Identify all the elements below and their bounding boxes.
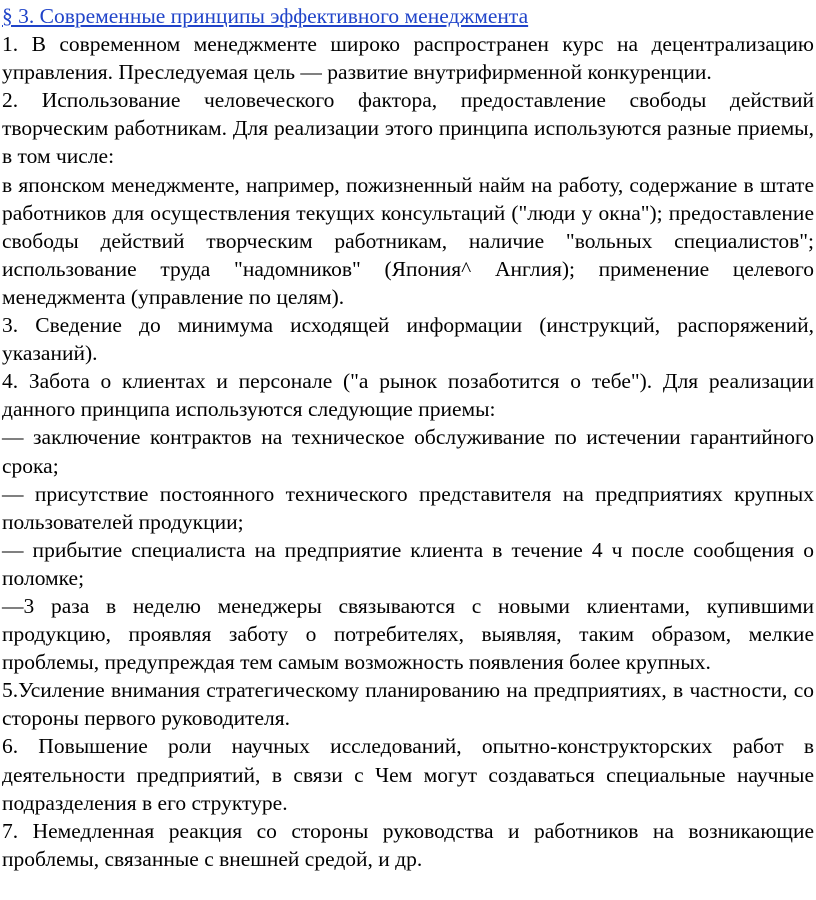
list-item-weekly-contact: —3 раза в неделю менеджеры связываются с новыми клиентами, купившими продукцию, проявляя заботу о потребителях, выявляя, таким образом, мелкие проблемы, предупреждая тем самым возможность появления более крупных. [2,593,814,675]
list-item-specialist-arrival: — прибытие специалиста на предприятие клиента в течение 4 ч после сообщения о поломке; [2,537,814,590]
list-item-representative: — присутствие постоянного технического представителя на предприятиях крупных пользователей продукции; [2,481,814,534]
paragraph-7: 7. Немедленная реакция со стороны руководства и работников на возникающие проблемы, связанные с внешней средой, и др. [2,818,814,871]
paragraph-4: 4. Забота о клиентах и персонале ("а рынок позаботится о тебе"). Для реализации данного принципа используются следующие приемы: [2,369,814,422]
list-item-contracts: — заключение контрактов на техническое обслуживание по истечении гарантийного срока; [2,425,814,478]
paragraph-3: 3. Сведение до минимума исходящей информации (инструкций, распоряжений, указаний). [2,313,814,366]
section-heading-link[interactable]: § 3. Современные принципы эффективного менеджмента [2,4,529,28]
paragraph-5: 5.Усиление внимания стратегическому планированию на предприятиях, в частности, со стороны первого руководителя. [2,678,814,731]
paragraph-2: 2. Использование человеческого фактора, предоставление свободы действий творческим работникам. Для реализации этого принципа используются разные приемы, в том числе: [2,88,814,169]
paragraph-6: 6. Повышение роли научных исследований, опытно-конструкторских работ в деятельности предприятий, в связи с Чем могут создаваться специальные научные подразделения в его структуре. [2,734,814,815]
paragraph-1: 1. В современном менеджменте широко распространен курс на децентрализацию управления. Преследуемая цель — развитие внутрифирменной конкуренции. [2,32,814,85]
paragraph-japanese-management: в японском менеджменте, например, пожизненный найм на работу, содержание в штате работников для осуществления текущих консультаций ("люди у окна"); предоставление свободы действий творческим работникам, наличие "вольных специалистов"; использование труда "надомников" (Япония^ Англия); применение целевого менеджмента (управление по целям). [2,172,814,309]
